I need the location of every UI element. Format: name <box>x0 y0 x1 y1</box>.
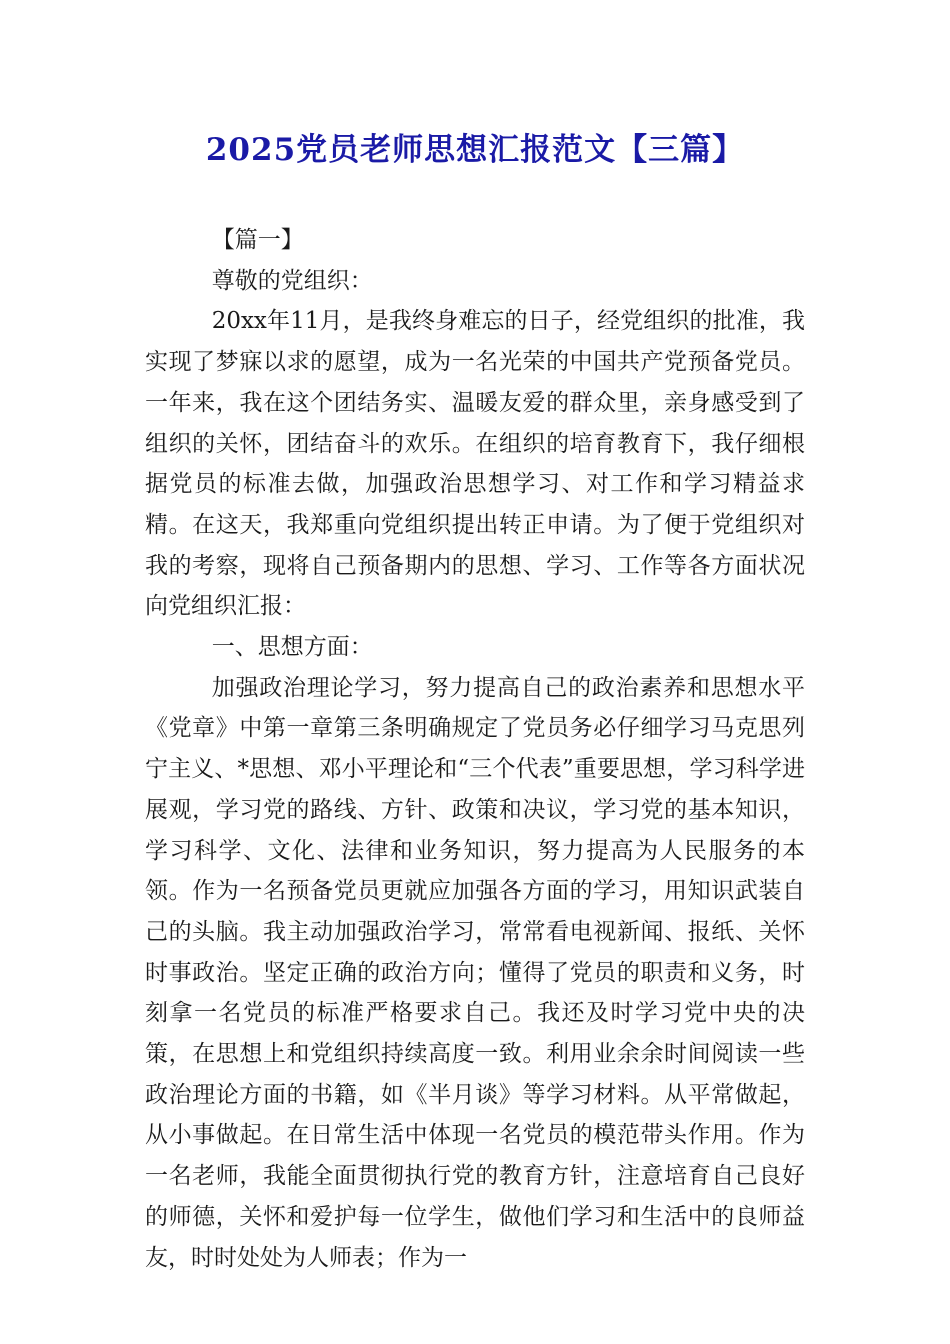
document-body <box>145 220 805 1278</box>
paragraph: 加强政治理论学习，努力提高自己的政治素养和思想水平《党章》中第一章第三条明确规定了党员务必仔细学习马克思列宁主义、*思想、邓小平理论和“三个代表”重要思想，学习科学进展观，学习党的路线、方针、政策和决议，学习党的基本知识，学习科学、文化、法律和业务知识，努力提高为人民服务的本领。作为一名预备党员更就应加强各方面的学习，用知识武装自己的头脑。我主动加强政治学习，常常看电视新闻、报纸、关怀时事政治。坚定正确的政治方向；懂得了党员的职责和义务，时刻拿一名党员的标准严格要求自己。我还及时学习党中央的决策，在思想上和党组织持续高度一致。利用业余余时间阅读一些政治理论方面的书籍，如《半月谈》等学习材料。从平常做起，从小事做起。在日常生活中体现一名党员的模范带头作用。作为一名老师，我能全面贯彻执行党的教育方针，注意培育自己良好的师德，关怀和爱护每一位学生，做他们学习和生活中的良师益友，时时处处为人师表；作为一 <box>145 674 805 1271</box>
paragraph: 20xx年11月，是我终身难忘的日子，经党组织的批准，我实现了梦寐以求的愿望，成为一名光荣的中国共产党预备党员。一年来，我在这个团结务实、温暖友爱的群众里，亲身感受到了组织的关怀，团结奋斗的欢乐。在组织的培育教育下，我仔细根据党员的标准去做，加强政治思想学习、对工作和学习精益求精。在这天，我郑重向党组织提出转正申请。为了便于党组织对我的考察，现将自己预备期内的思想、学习、工作等各方面状况向党组织汇报： <box>145 308 805 620</box>
subheading: 一、思想方面： <box>211 634 373 661</box>
document-title: 2025党员老师思想汇报范文【三篇】 <box>205 132 745 168</box>
salutation: 尊敬的党组织： <box>211 267 373 294</box>
section-label: 【篇一】 <box>211 227 304 253</box>
